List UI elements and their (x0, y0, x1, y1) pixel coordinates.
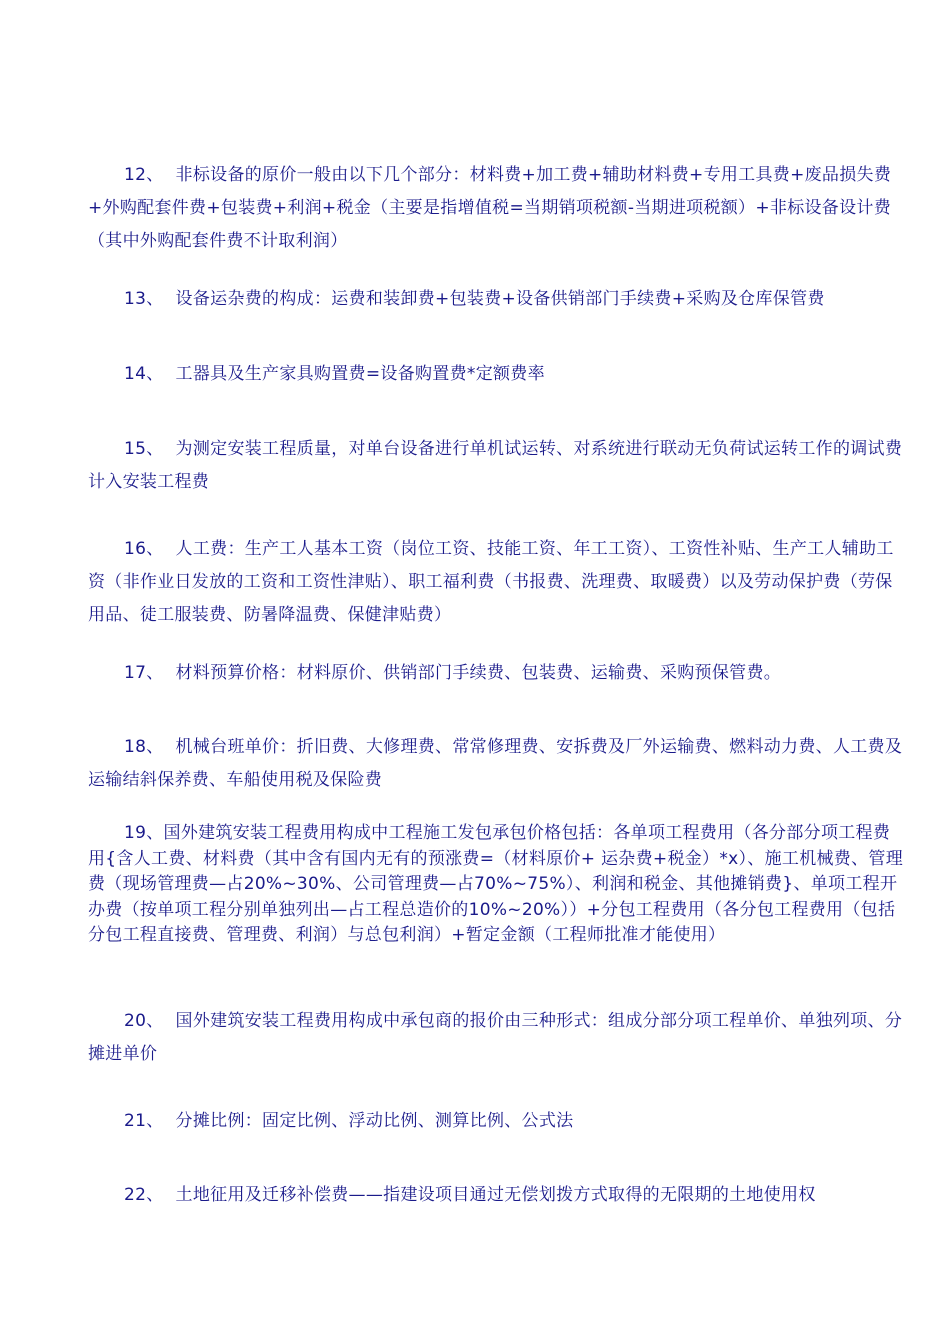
item-number: 12、 (124, 165, 164, 185)
paragraph-15 (88, 433, 906, 499)
item-text: 国外建筑安装工程费用构成中承包商的报价由三种形式：组成分部分项工程单价、单独列项、分摊进单价 (88, 1011, 903, 1064)
paragraph-16 (88, 533, 906, 632)
item-number: 20、 (124, 1011, 164, 1031)
item-number: 13、 (124, 289, 164, 309)
item-text: 分摊比例：固定比例、浮动比例、测算比例、公式法 (175, 1111, 574, 1131)
item-text: 为测定安装工程质量，对单台设备进行单机试运转、对系统进行联动无负荷试运转工作的调试费计入安装工程费 (88, 439, 903, 492)
paragraph-17 (88, 657, 906, 690)
item-text: 设备运杂费的构成：运费和装卸费+包装费+设备供销部门手续费+采购及仓库保管费 (175, 289, 825, 309)
item-text: 土地征用及迁移补偿费——指建设项目通过无偿划拨方式取得的无限期的土地使用权 (175, 1185, 816, 1205)
item-number: 22、 (124, 1185, 164, 1205)
item-number: 19、 (124, 823, 164, 843)
item-text: 机械台班单价：折旧费、大修理费、常常修理费、安拆费及厂外运输费、燃料动力费、人工费及运输结斜保养费、车船使用税及保险费 (88, 737, 903, 790)
paragraph-20 (88, 1005, 906, 1071)
item-text: 材料预算价格：材料原价、供销部门手续费、包装费、运输费、采购预保管费。 (175, 663, 782, 683)
item-text: 非标设备的原价一般由以下几个部分：材料费+加工费+辅助材料费+专用工具费+废品损失费+外购配套件费+包装费+利润+税金（主要是指增值税=当期销项税额-当期进项税额）+非标设备设计费（其中外购配套件费不计取利润） (88, 165, 892, 251)
item-number: 17、 (124, 663, 164, 683)
item-number: 14、 (124, 364, 164, 384)
item-number: 18、 (124, 737, 164, 757)
paragraph-12 (88, 159, 906, 258)
item-text: 工器具及生产家具购置费=设备购置费*定额费率 (175, 364, 545, 384)
item-text: 人工费：生产工人基本工资（岗位工资、技能工资、年工工资）、工资性补贴、生产工人辅助工资（非作业日发放的工资和工资性津贴）、职工福利费（书报费、洗理费、取暖费）以及劳动保护费（劳保用品、徒工服装费、防暑降温费、保健津贴费） (88, 539, 894, 625)
paragraph-13 (88, 283, 906, 316)
paragraph-22 (88, 1179, 906, 1212)
item-number: 21、 (124, 1111, 164, 1131)
paragraph-14 (88, 358, 906, 391)
item-text: 国外建筑安装工程费用构成中工程施工发包承包价格包括：各单项工程费用（各分部分项工程费用{含人工费、材料费（其中含有国内无有的预涨费=（材料原价+ 运杂费+税金）*x）、施工机械费、管理费（现场管理费—占20%~30%、公司管理费—占70%~75%）、利润和税金、其他摊销费}、单项工程开办费（按单项工程分别单独列出—占工程总造价的10%~20%））+分包工程费用（各分包工程费用（包括分包工程直接费、管理费、利润）与总包利润）+暂定金额（工程师批准才能使用） (88, 823, 904, 945)
paragraph-21 (88, 1105, 906, 1138)
paragraph-18 (88, 731, 906, 797)
item-number: 15、 (124, 439, 164, 459)
item-number: 16、 (124, 539, 164, 559)
paragraph-19 (88, 821, 906, 949)
